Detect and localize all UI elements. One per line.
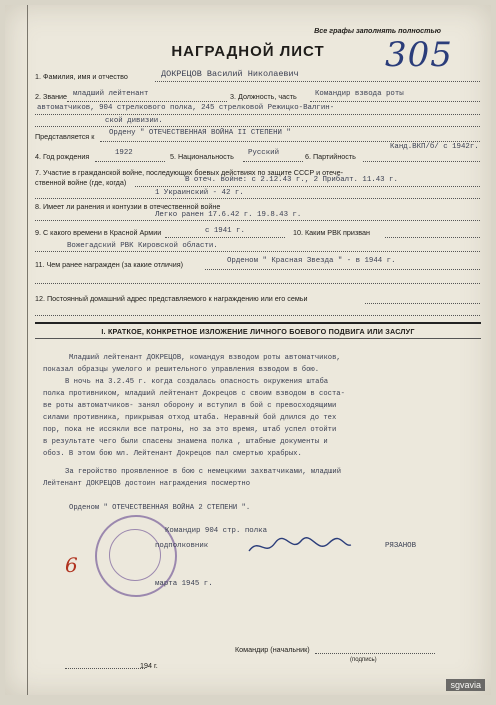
handwritten-red-mark: 6 <box>65 553 78 577</box>
field-10-line-b <box>35 251 480 252</box>
narrative-line: Лейтенант ДОКРЕЦОВ достоин награждения посмертно <box>43 480 251 488</box>
field-8-line <box>35 220 480 221</box>
footer-date: 194 г. <box>140 661 158 670</box>
narrative-line: В ночь на 3.2.45 г. когда создалась опасность окружения штаба <box>65 378 329 386</box>
field-7-line <box>135 186 480 187</box>
field-9-label: 9. С какого времени в Красной Армии <box>35 228 162 237</box>
seal-inner-ring <box>109 529 161 581</box>
watermark: sgvavia <box>446 679 485 691</box>
commander-signature-line <box>315 653 435 654</box>
field-6-label: 6. Партийность <box>305 152 356 161</box>
footer-date-line <box>65 668 145 669</box>
field-12-line-b <box>35 315 480 316</box>
field-6-line <box>363 161 480 162</box>
presented-to-line <box>100 141 480 142</box>
signature-title: Командир 904 стр. полка <box>165 527 268 535</box>
presented-to-value: Ордену " ОТЕЧЕСТВЕННАЯ ВОЙНА II СТЕПЕНИ " <box>109 129 291 137</box>
narrative-line: За геройство проявленное в бою с немецкими захватчиками, младший <box>65 468 342 476</box>
signature-name: РЯЗАНОВ <box>385 542 417 550</box>
field-5-line <box>243 161 303 162</box>
signature-rank: подполковник <box>155 542 209 550</box>
field-8-label: 8. Имеет ли ранения и контузии в отечественной войне <box>35 202 221 211</box>
narrative-line: пор, пока не иссякли все патроны, но за это время, штаб успел отойти <box>43 426 337 434</box>
field-4-line <box>95 161 165 162</box>
field-5-value: Русский <box>248 149 280 157</box>
field-9-line <box>165 237 285 238</box>
field-10-label: 10. Каким РВК призван <box>293 228 370 237</box>
field-7-line-b <box>35 198 480 199</box>
field-10-value: Вожегадский РВК Кировской области. <box>67 242 218 250</box>
field-4-value: 1922 <box>115 149 133 157</box>
field-3-label: 3. Должность, часть <box>230 92 297 101</box>
award-sheet <box>5 5 491 695</box>
handwritten-number: 305 <box>385 35 453 75</box>
narrative-line: показал образцы умелого и решительного управления взводом в бою. <box>43 366 320 374</box>
field-10-line <box>385 237 480 238</box>
field-8-value: Легко ранен 17.6.42 г. 19.8.43 г. <box>155 211 302 219</box>
narrative-line: обоз. В этом бою мл. Лейтенант Докрецов пал смертью храбрых. <box>43 450 302 458</box>
field-1-value: ДОКРЕЦОВ Василий Николаевич <box>161 69 299 79</box>
field-11-line-b <box>35 283 480 284</box>
signature-hint: (подпись) <box>350 657 377 663</box>
field-11-label: 11. Чем ранее награжден (за какие отличия) <box>35 260 184 269</box>
signature-date: марта 1945 г. <box>155 580 213 588</box>
presented-to-label: Представляется к <box>35 132 95 141</box>
field-11-value: Орденом " Красная Звезда " - в 1944 г. <box>227 257 396 265</box>
field-1-line <box>155 81 480 82</box>
fill-all-note: Все графы заполнять полностью <box>314 26 441 35</box>
handwritten-signature <box>245 533 355 561</box>
section-title: I. КРАТКОЕ, КОНКРЕТНОЕ ИЗЛОЖЕНИЕ ЛИЧНОГО БОЕВОГО ПОДВИГА ИЛИ ЗАСЛУГ <box>35 322 481 339</box>
page-title: НАГРАДНОЙ ЛИСТ <box>171 43 325 60</box>
field-5-label: 5. Национальность <box>170 152 234 161</box>
field-3-line-c <box>35 126 480 127</box>
narrative-line: ве роты автоматчиков- занял оборону и вступил в бой с превосходящими <box>43 402 337 410</box>
field-2-line <box>67 101 227 102</box>
field-7-label-b: ственной войне (где, когда) <box>35 178 127 187</box>
field-11-line <box>205 269 480 270</box>
field-12-line <box>365 303 480 304</box>
field-3-line <box>310 101 480 102</box>
field-3-line-b <box>35 114 480 115</box>
binding-margin-line <box>27 5 28 695</box>
award-recommendation: Орденом " ОТЕЧЕСТВЕННАЯ ВОЙНА 2 СТЕПЕНИ ". <box>69 504 251 512</box>
field-7-value-a: В отеч. войне: с 2.12.43 г., 2 Прибалт. 11.43 г. <box>185 176 398 184</box>
narrative-line: силами противника, прикрывая отход штаба. Неравный бой длился до тех <box>43 414 337 422</box>
narrative-line: в результате чего были спасены знамена полка , штабные документы и <box>43 438 328 446</box>
field-6-value: Канд.ВКП/б/ с 1942г. <box>390 143 479 151</box>
narrative-line: полка противником, младший лейтенант Докрецов с своим взводом в соста- <box>43 390 345 398</box>
field-12-label: 12. Постоянный домашний адрес представляемого к награждению или его семьи <box>35 294 308 303</box>
commander-label: Командир (начальник) <box>235 645 310 654</box>
field-4-label: 4. Год рождения <box>35 152 90 161</box>
field-7-label-a: 7. Участие в гражданской войне, последующих боевых действиях по защите СССР и отече- <box>35 168 344 177</box>
field-9-value: с 1941 г. <box>205 227 245 235</box>
field-2-label: 2. Звание <box>35 92 68 101</box>
field-3-value-a: Командир взвода роты <box>315 90 404 98</box>
field-2-value: младший лейтенант <box>73 90 149 98</box>
narrative-line: Младший лейтенант ДОКРЕЦОВ, командуя взводом роты автоматчиков, <box>69 354 341 362</box>
field-1-label: 1. Фамилия, имя и отчество <box>35 72 128 81</box>
field-3-value-c: ской дивизии. <box>105 117 163 125</box>
field-3-value-b: автоматчиков, 904 стрелкового полка, 245 стрелковой Режицко-Валгин- <box>37 104 335 112</box>
field-7-value-b: 1 Украинский - 42 г. <box>155 189 244 197</box>
